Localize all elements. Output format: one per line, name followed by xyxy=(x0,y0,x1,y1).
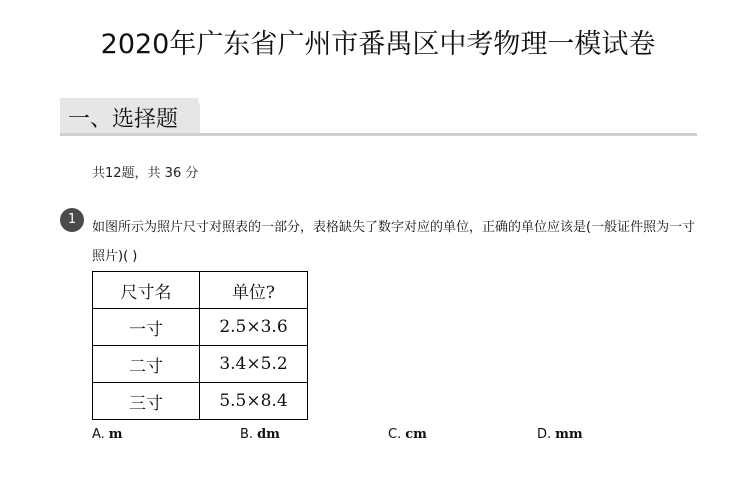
question-number-badge: 1 xyxy=(60,208,84,232)
table-cell: 二寸 xyxy=(93,346,200,383)
section-title: 一、选择题 xyxy=(68,107,179,132)
table-cell: 三寸 xyxy=(93,383,200,420)
table-row xyxy=(93,346,308,383)
table-cell: 2.5×3.6 xyxy=(200,309,308,346)
option-label: B. xyxy=(240,427,254,442)
section-divider xyxy=(60,133,697,136)
table-row xyxy=(93,383,308,420)
table-cell: 一寸 xyxy=(93,309,200,346)
section-summary: 共12题，共 36 分 xyxy=(92,166,199,181)
option-label: D. xyxy=(537,427,552,442)
table-header-row xyxy=(93,272,308,309)
table-row xyxy=(93,309,308,346)
option-value: mm xyxy=(555,427,583,442)
option-label: C. xyxy=(388,427,402,442)
option-d[interactable] xyxy=(537,427,583,442)
table-cell: 5.5×8.4 xyxy=(200,383,308,420)
table-cell: 3.4×5.2 xyxy=(200,346,308,383)
option-value: cm xyxy=(405,427,427,442)
section-header xyxy=(60,98,697,136)
option-a[interactable] xyxy=(92,427,123,442)
option-value: dm xyxy=(257,427,280,442)
page-title: 2020年广东省广州市番禺区中考物理一模试卷 xyxy=(100,29,656,60)
table-header-cell: 尺寸名 xyxy=(93,272,200,309)
table-header-cell: 单位? xyxy=(200,272,308,309)
option-label: A. xyxy=(92,427,105,442)
option-c[interactable] xyxy=(388,427,427,442)
option-value: m xyxy=(108,427,123,442)
size-table xyxy=(92,271,308,420)
answer-options xyxy=(92,427,692,447)
option-b[interactable] xyxy=(240,427,280,442)
question-text: 如图所示为照片尺寸对照表的一部分，表格缺失了数字对应的单位，正确的单位应该是(一般证件照为一寸照片)( ) xyxy=(92,220,696,264)
